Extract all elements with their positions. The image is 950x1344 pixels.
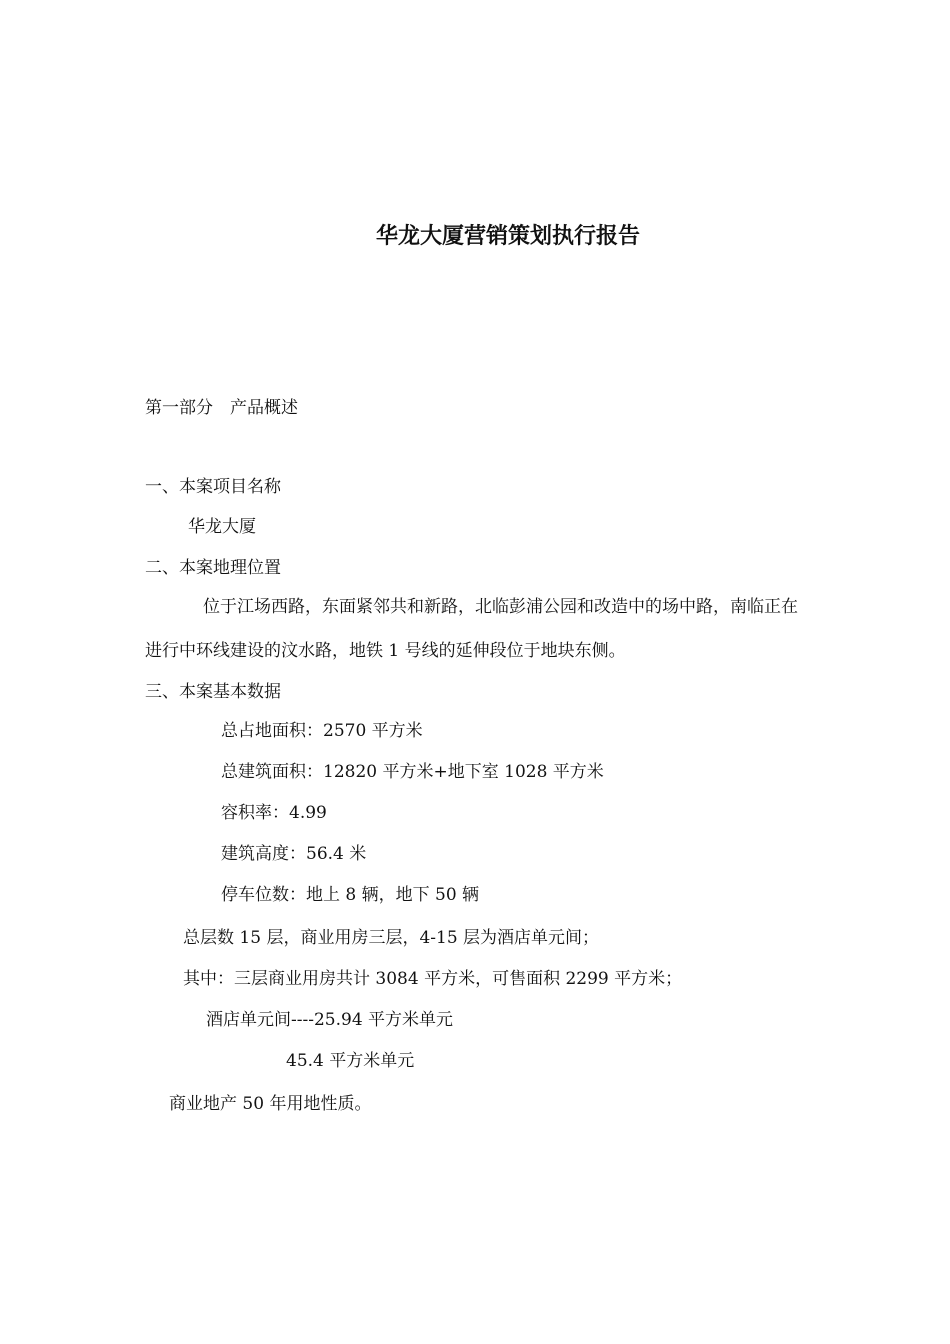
section-1-heading: 一、本案项目名称 (145, 477, 281, 497)
data-item-plot-ratio: 容积率：4.99 (221, 803, 327, 823)
part-heading: 第一部分 产品概述 (145, 398, 298, 418)
section-3-heading: 三、本案基本数据 (145, 682, 281, 702)
location-paragraph-line-1: 位于江场西路，东面紧邻共和新路，北临彭浦公园和改造中的场中路，南临正在 (203, 597, 798, 617)
section-2-heading: 二、本案地理位置 (145, 558, 281, 578)
commercial-description: 其中：三层商业用房共计 3084 平方米，可售面积 2299 平方米； (183, 969, 683, 989)
data-item-building-height: 建筑高度：56.4 米 (221, 844, 367, 864)
hotel-unit-type-2: 45.4 平方米单元 (286, 1051, 415, 1071)
project-name: 华龙大厦 (188, 517, 256, 537)
data-item-parking: 停车位数：地上 8 辆，地下 50 辆 (221, 885, 480, 905)
land-use-description: 商业地产 50 年用地性质。 (169, 1094, 372, 1114)
document-title: 华龙大厦营销策划执行报告 (375, 223, 640, 249)
hotel-unit-type-1: 酒店单元间----25.94 平方米单元 (206, 1010, 454, 1030)
location-paragraph-line-2: 进行中环线建设的汶水路，地铁 1 号线的延伸段位于地块东侧。 (145, 641, 626, 661)
data-item-site-area: 总占地面积：2570 平方米 (221, 721, 423, 741)
data-item-building-area: 总建筑面积：12820 平方米+地下室 1028 平方米 (221, 762, 604, 782)
floors-description: 总层数 15 层，商业用房三层，4-15 层为酒店单元间； (183, 928, 600, 948)
